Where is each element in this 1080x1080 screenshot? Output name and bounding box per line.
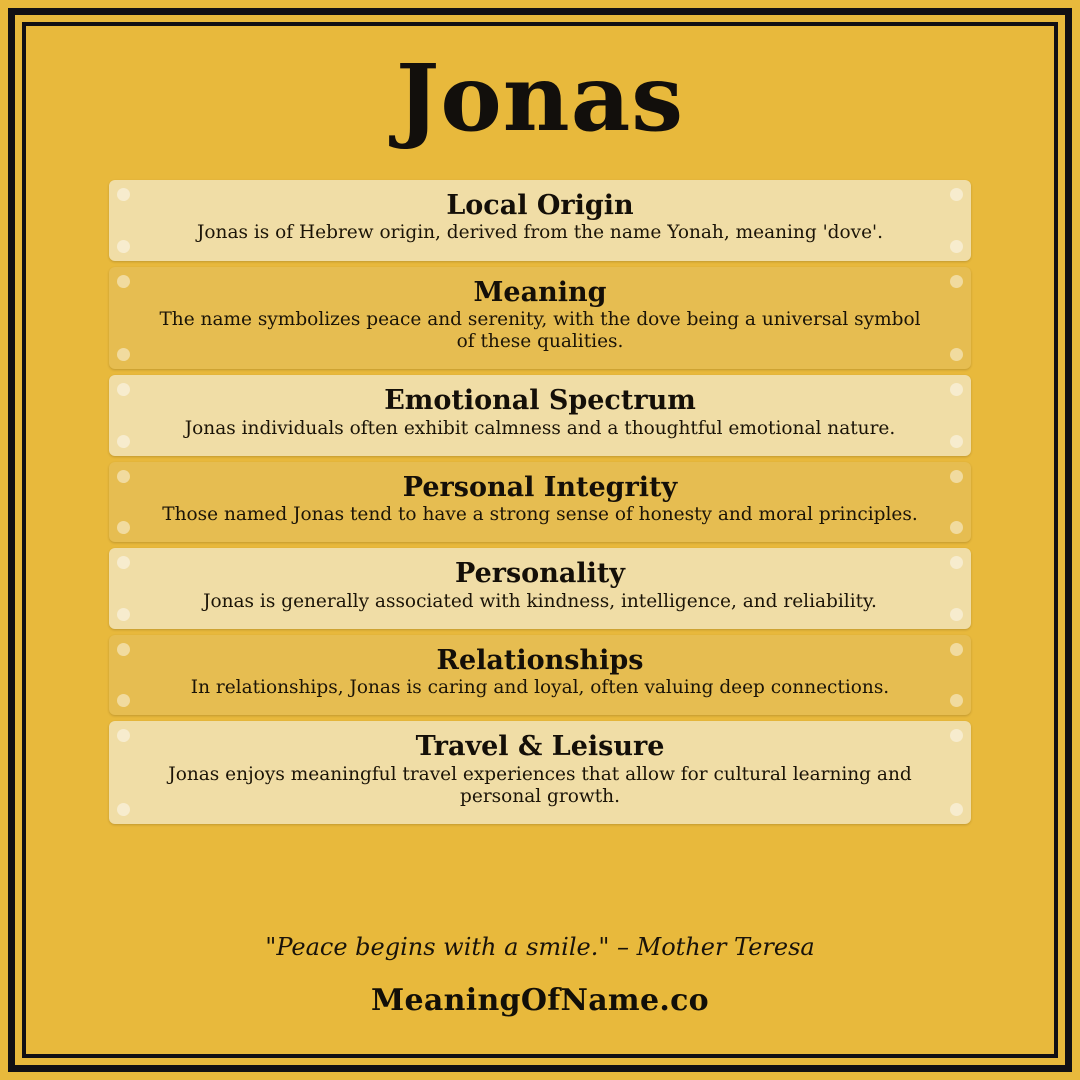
quote-text: "Peace begins with a smile." – Mother Teresa (265, 933, 815, 961)
rivet-icon (950, 643, 963, 656)
rivet-icon (950, 275, 963, 288)
section-heading: Meaning (473, 276, 607, 308)
section-body: Jonas is of Hebrew origin, derived from the name Yonah, meaning 'dove'. (197, 222, 883, 244)
section-heading: Personality (455, 558, 625, 590)
section-card-personality (109, 548, 971, 629)
rivet-icon (117, 470, 130, 483)
rivet-icon (117, 643, 130, 656)
rivet-icon (950, 348, 963, 361)
section-body: Jonas enjoys meaningful travel experiences that allow for cultural learning and personal growth. (168, 763, 912, 807)
rivet-icon (950, 694, 963, 707)
rivet-icon (950, 240, 963, 253)
rivet-icon (117, 188, 130, 201)
rivet-icon (950, 435, 963, 448)
poster-footer (109, 933, 971, 1018)
rivet-icon (950, 383, 963, 396)
section-card-travel-leisure (109, 721, 971, 824)
section-heading: Local Origin (446, 190, 634, 221)
rivet-icon (950, 803, 963, 816)
rivet-icon (117, 240, 130, 253)
rivet-icon (117, 556, 130, 569)
section-card-personal-integrity (109, 462, 971, 543)
rivet-icon (950, 556, 963, 569)
brand-name: MeaningOfName.co (371, 983, 709, 1018)
rivet-icon (117, 608, 130, 621)
rivet-icon (950, 729, 963, 742)
section-card-emotional-spectrum (109, 375, 971, 456)
section-body: Jonas is generally associated with kindness, intelligence, and reliability. (203, 590, 877, 612)
rivet-icon (117, 383, 130, 396)
section-heading: Emotional Spectrum (384, 385, 696, 417)
section-body: In relationships, Jonas is caring and loyal, often valuing deep connections. (190, 677, 890, 699)
rivet-icon (117, 348, 130, 361)
sections-list (109, 180, 971, 824)
rivet-icon (950, 521, 963, 534)
rivet-icon (117, 729, 130, 742)
rivet-icon (117, 694, 130, 707)
poster-content (34, 34, 1046, 1046)
rivet-icon (117, 521, 130, 534)
section-heading: Personal Integrity (402, 471, 678, 503)
rivet-icon (950, 608, 963, 621)
section-body: The name symbolizes peace and serenity, with the dove being a universal symbol of these qualities. (159, 308, 921, 353)
page-title: Jonas (395, 44, 685, 152)
section-body: Jonas individuals often exhibit calmness and a thoughtful emotional nature. (184, 417, 896, 439)
rivet-icon (950, 188, 963, 201)
section-body: Those named Jonas tend to have a strong sense of honesty and moral principles. (162, 504, 918, 526)
rivet-icon (117, 275, 130, 288)
rivet-icon (117, 803, 130, 816)
section-card-meaning (109, 267, 971, 370)
section-card-relationships (109, 635, 971, 716)
rivet-icon (117, 435, 130, 448)
section-heading: Travel & Leisure (415, 731, 665, 763)
section-card-local-origin (109, 180, 971, 261)
section-heading: Relationships (436, 644, 644, 676)
rivet-icon (950, 470, 963, 483)
